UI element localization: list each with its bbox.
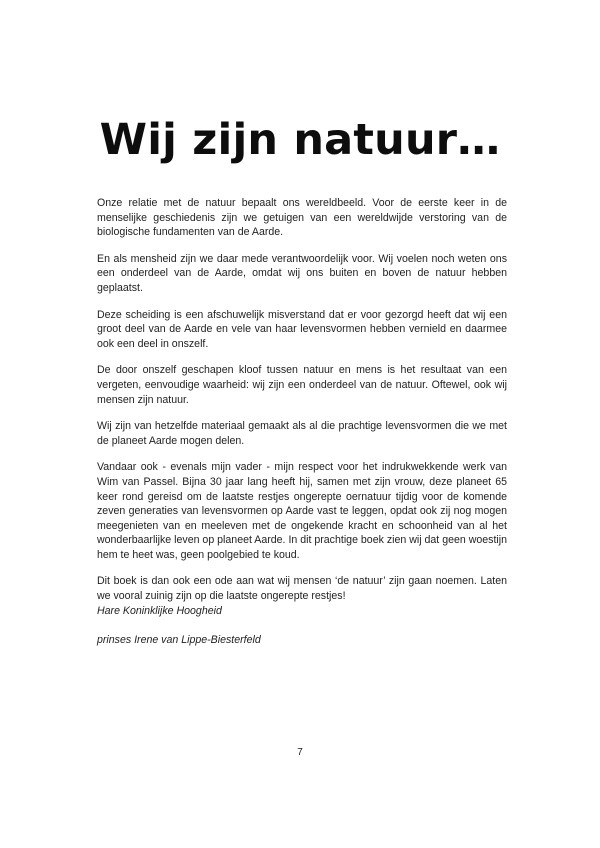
paragraph-5: Wij zijn van hetzelfde materiaal gemaakt als al die prachtige levensvormen die we met de planeet Aarde mogen delen. — [97, 420, 507, 447]
paragraph-7: Dit boek is dan ook een ode aan wat wij mensen ‘de natuur’ zijn gaan noemen. Laten we vooral zuinig zijn op die laatste ongerepte restjes! — [97, 575, 507, 603]
page-title: Wij zijn natuur… — [99, 115, 501, 165]
paragraph-1: Onze relatie met de natuur bepaalt ons wereldbeeld. Voor de eerste keer in de menselijke geschiedenis zijn we getuigen van een wereldwijde verstoring van de biologische fundamenten van de Aarde. — [97, 197, 507, 239]
foreword-body — [97, 196, 507, 616]
paragraph-3: Deze scheiding is een afschuwelijk misverstand dat er voor gezorgd heeft dat wij een groot deel van de Aarde en vele van haar levensvormen hebben vernield en daarmee ook een deel in onszelf. — [97, 308, 507, 350]
signature-title: Hare Koninklijke Hoogheid — [97, 605, 222, 617]
paragraph-4: De door onszelf geschapen kloof tussen natuur en mens is het resultaat van een vergeten, eenvoudige waarheid: wij zijn een onderdeel van de natuur. Oftewel, ook wij mensen zijn natuur. — [97, 364, 507, 406]
page-number: 7 — [297, 747, 303, 758]
signature-block — [97, 604, 507, 662]
paragraph-6: Vandaar ook - evenals mijn vader - mijn respect voor het indrukwekkende werk van Wim van Passel. Bijna 30 jaar lang heeft hij, samen met zijn vrouw, deze planeet 65 keer rond gereisd om de laatste restjes ongerepte oernatuur tijdig voor de komende zeven generaties van levensvormen op Aarde vast te leggen, opdat ook zij nog mogen meegenieten van en meeleven met de ongekende kracht en schoonheid van al het wonderbaarlijke leven op planeet Aarde. In dit prachtige boek zien wij dat geen woestijn hem te heet was, geen poolgebied te koud. — [97, 461, 507, 561]
paragraph-2: En als mensheid zijn we daar mede verantwoordelijk voor. Wij voelen noch weten ons een onderdeel van de Aarde, omdat wij ons buiten en boven de natuur hebben geplaatst. — [97, 252, 507, 294]
signature-name: prinses Irene van Lippe-Biesterfeld — [97, 634, 261, 646]
